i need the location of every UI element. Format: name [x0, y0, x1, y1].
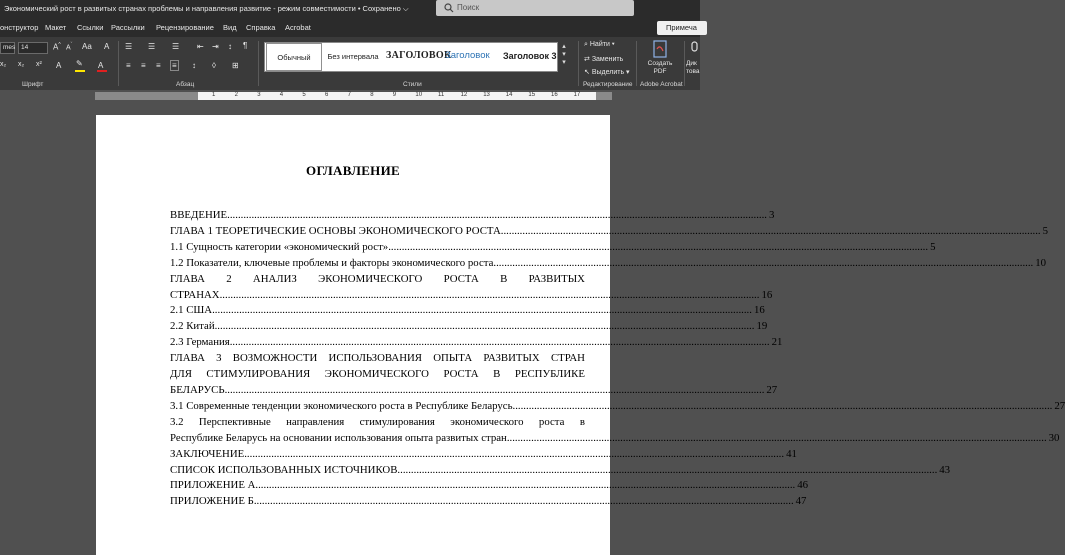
toc-page-number: 27 — [766, 383, 778, 396]
find-label: Найти — [589, 41, 610, 48]
bullets-icon[interactable]: ☰ — [125, 42, 133, 51]
toc-page-number: 19 — [756, 320, 768, 333]
toc-entry-text: ПРИЛОЖЕНИЕ А — [170, 479, 256, 492]
toc-leader-dots — [501, 224, 1041, 240]
microphone-icon[interactable] — [689, 41, 699, 57]
ruler-number: 2 — [234, 92, 238, 98]
select-icon: ↖ — [584, 69, 592, 76]
toc-leader-dots — [244, 447, 784, 463]
create-pdf-icon[interactable] — [652, 40, 668, 58]
toc-leader-dots — [397, 463, 937, 479]
find-icon: ⌕ — [584, 41, 590, 48]
ruler-number: 13 — [483, 92, 490, 98]
ruler-number: 16 — [551, 92, 558, 98]
toc-entry-text: Республике Беларусь на основании использования опыта развитых стран — [170, 431, 507, 444]
toc-entry-text: СТРАНАХ — [170, 288, 220, 301]
ruler-right-margin — [596, 92, 612, 100]
select-button[interactable]: ↖ Выделить ▾ — [584, 69, 630, 76]
table-of-contents — [170, 208, 1065, 510]
font-name-box[interactable]: mes — [0, 42, 15, 54]
grow-font-icon[interactable]: A^ — [53, 42, 61, 52]
clear-format-icon[interactable]: A — [104, 42, 110, 51]
style-heading2[interactable]: Заголовок — [445, 50, 490, 61]
toc-leader-dots — [513, 399, 1053, 415]
toc-page-number: 21 — [771, 336, 783, 349]
toc-wrapped-line[interactable]: ДЛЯ СТИМУЛИРОВАНИЯ ЭКОНОМИЧЕСКОГО РОСТА В РЕСПУБЛИКЕ — [170, 368, 585, 381]
window-title[interactable]: Экономический рост в развитых странах проблемы и направления развитие - режим совместимости • Сохранено ⌵ — [4, 4, 409, 13]
toc-entry-text: СПИСОК ИСПОЛЬЗОВАННЫХ ИСТОЧНИКОВ — [170, 463, 398, 476]
ruler-number: 14 — [505, 92, 513, 98]
toc-leader-dots — [220, 288, 760, 304]
toc-entry[interactable] — [170, 447, 797, 463]
ruler-number: 1 — [212, 92, 216, 98]
editing-group-label: Редактирование — [583, 81, 633, 88]
justify-icon[interactable]: ≡ — [172, 61, 177, 70]
toc-leader-dots — [212, 303, 752, 319]
align-right-icon[interactable]: ≡ — [156, 61, 161, 70]
toc-entry-text: 2.3 Германия — [170, 336, 230, 349]
dictate-label-1: Дик — [686, 60, 697, 67]
toc-wrapped-line[interactable]: 3.2 Перспективные направления стимулирования экономического роста в — [170, 415, 585, 428]
decrease-indent-icon[interactable]: ⇤ — [197, 42, 204, 51]
tab-view[interactable]: Вид — [223, 23, 237, 32]
change-case-icon[interactable]: Aa — [82, 42, 92, 51]
ribbon-tabs — [0, 18, 700, 37]
toc-entry[interactable] — [170, 494, 807, 510]
ruler-number: 3 — [257, 92, 261, 98]
ruler-number: 7 — [347, 92, 351, 98]
title-bar — [0, 0, 700, 18]
dictate-button[interactable] — [686, 60, 700, 76]
font-color-bar — [97, 70, 107, 72]
numbering-icon[interactable]: ☰ — [148, 42, 156, 51]
divider — [684, 41, 685, 86]
ruler-number: 9 — [392, 92, 397, 98]
tab-references[interactable]: Ссылки — [77, 23, 104, 32]
toc-leader-dots — [225, 383, 765, 399]
line-spacing-icon[interactable]: ↕ — [192, 61, 196, 70]
toc-page-number: 5 — [930, 240, 936, 253]
create-pdf-label-1: Создать — [647, 60, 673, 67]
ruler-number: 8 — [370, 92, 374, 98]
divider — [636, 41, 637, 86]
tab-design[interactable]: онструктор — [0, 23, 39, 32]
toc-leader-dots — [215, 319, 755, 335]
style-no-spacing[interactable]: Без интервала — [327, 52, 379, 61]
toc-entry-text: 2.1 США — [170, 304, 213, 317]
ruler-left-margin — [95, 92, 198, 100]
toc-title: ОГЛАВЛЕНИЕ — [306, 163, 400, 178]
font-color-icon[interactable]: A — [98, 61, 104, 70]
styles-gallery — [264, 42, 558, 72]
styles-group-label: Стили — [403, 81, 422, 88]
tab-acrobat[interactable]: Acrobat — [285, 23, 311, 32]
create-pdf-label-2: PDF — [653, 68, 667, 75]
toc-entry-text: 1.1 Сущность категории «экономический рост» — [170, 240, 389, 253]
style-heading1[interactable]: ЗАГОЛОВОК — [386, 50, 452, 61]
create-pdf-button[interactable] — [642, 60, 678, 76]
toc-leader-dots — [230, 335, 770, 351]
document-page[interactable] — [96, 115, 1065, 555]
highlight-icon[interactable]: ✎ — [76, 59, 83, 68]
style-normal[interactable]: Обычный — [266, 43, 322, 71]
toc-entry-text: 2.2 Китай — [170, 320, 215, 333]
toc-entry-text: ГЛАВА 1 ТЕОРЕТИЧЕСКИЕ ОСНОВЫ ЭКОНОМИЧЕСКОГО РОСТА — [170, 224, 501, 237]
tab-help[interactable]: Справка — [246, 23, 276, 32]
toc-page-number: 16 — [761, 288, 773, 301]
toc-entry[interactable] — [170, 303, 765, 319]
toc-entry[interactable] — [170, 399, 1065, 415]
font-size-box[interactable]: 14 — [18, 42, 48, 54]
acrobat-group-label: Adobe Acrobat — [640, 81, 683, 88]
ribbon — [0, 37, 700, 90]
align-left-icon[interactable]: ≡ — [126, 61, 131, 70]
shading-icon[interactable]: ◊ — [212, 61, 216, 70]
replace-button[interactable] — [584, 55, 623, 63]
toc-leader-dots — [254, 494, 794, 510]
toc-entry[interactable] — [170, 224, 1049, 240]
toc-entry[interactable] — [170, 383, 778, 399]
borders-icon[interactable]: ⊞ — [232, 61, 239, 70]
toc-page-number: 10 — [1035, 256, 1047, 269]
toc-entry[interactable] — [170, 319, 768, 335]
ruler-number: 4 — [279, 92, 284, 98]
tab-layout[interactable]: Макет — [45, 23, 67, 32]
search-placeholder: Поиск — [457, 3, 480, 12]
tab-mailings[interactable]: Рассылки — [111, 23, 145, 32]
toc-entry[interactable] — [170, 463, 951, 479]
toc-entry-text: БЕЛАРУСЬ — [170, 383, 225, 396]
shrink-font-icon[interactable]: $A^ˇ$ — [66, 42, 73, 52]
notes-button[interactable]: Примеча — [657, 21, 707, 35]
toc-entry[interactable] — [170, 288, 773, 304]
align-center-icon[interactable]: ≡ — [141, 61, 146, 70]
font-group-label: Шрифт — [22, 81, 44, 88]
multilevel-list-icon[interactable]: ☰ — [172, 42, 180, 51]
divider — [258, 41, 259, 86]
toc-entry-text: 3.1 Современные тенденции экономического роста в Республике Беларусь — [170, 399, 513, 412]
toc-entry[interactable] — [170, 431, 1060, 447]
styles-more-icon[interactable]: ▴ ▾ ▾ — [558, 42, 570, 72]
ruler-number: 5 — [302, 92, 306, 98]
replace-label: Заменить — [591, 56, 624, 63]
toc-entry[interactable] — [170, 208, 775, 224]
toc-entry-text: ВВЕДЕНИЕ — [170, 209, 228, 221]
toc-entry-text: 1.2 Показатели, ключевые проблемы и факторы экономического роста — [170, 256, 494, 269]
toc-page-number: 46 — [797, 479, 809, 492]
toc-entry-text: ПРИЛОЖЕНИЕ Б — [170, 495, 254, 508]
ruler-number: 17 — [573, 92, 581, 98]
horizontal-ruler[interactable] — [0, 90, 700, 102]
toc-entry[interactable] — [170, 256, 1047, 272]
toc-wrapped-line[interactable]: ГЛАВА 3 ВОЗМОЖНОСТИ ИСПОЛЬЗОВАНИЯ ОПЫТА РАЗВИТЫХ СТРАН — [170, 352, 585, 365]
subscript-icon[interactable]: x₂ — [0, 61, 7, 68]
toc-leader-dots — [388, 240, 928, 256]
tab-review[interactable]: Рецензирование — [156, 23, 214, 32]
toc-page-number: 30 — [1048, 431, 1060, 444]
find-button[interactable]: ⌕ Найти ▾ — [584, 41, 615, 48]
toc-leader-dots — [507, 431, 1047, 447]
toc-entry-text: ЗАКЛЮЧЕНИЕ — [170, 447, 245, 460]
divider — [578, 41, 579, 86]
superscript-icon[interactable]: x² — [36, 61, 42, 68]
toc-page-number: 47 — [795, 495, 807, 508]
search-box[interactable] — [436, 0, 634, 16]
ruler-number: 15 — [528, 92, 536, 98]
subscript-alt-icon[interactable]: x₂ — [18, 61, 25, 68]
style-heading3[interactable]: Заголовок 3 — [503, 51, 557, 61]
ruler-number: 6 — [325, 92, 329, 98]
toc-entry[interactable] — [170, 478, 809, 494]
replace-icon: ⇄ — [584, 56, 592, 63]
toc-page-number: 27 — [1054, 399, 1065, 412]
paragraph-group-label: Абзац — [176, 81, 195, 88]
toc-page-number: 41 — [786, 447, 797, 460]
toc-page-number: 16 — [753, 304, 765, 317]
toc-wrapped-line[interactable]: ГЛАВА 2 АНАЛИЗ ЭКОНОМИЧЕСКОГО РОСТА В РАЗВИТЫХ — [170, 272, 585, 285]
ruler-number: 11 — [438, 92, 445, 98]
text-effects-icon[interactable]: A — [56, 61, 62, 70]
toc-page-number: 5 — [1042, 224, 1049, 237]
highlight-color-bar — [75, 70, 85, 72]
toc-leader-dots — [227, 208, 767, 224]
toc-page-number: 43 — [939, 463, 951, 476]
select-label: Выделить — [591, 69, 625, 76]
ruler-number: 10 — [415, 92, 423, 98]
toc-leader-dots — [493, 256, 1033, 272]
ruler-number: 12 — [460, 92, 468, 98]
increase-indent-icon[interactable]: ⇥ — [212, 42, 219, 51]
toc-page-number: 3 — [769, 209, 775, 221]
toc-entry[interactable] — [170, 335, 783, 351]
toc-entry[interactable] — [170, 240, 936, 256]
search-icon — [444, 3, 454, 13]
divider — [118, 41, 119, 86]
sort-icon[interactable]: ↕ — [228, 42, 232, 51]
toc-leader-dots — [255, 478, 795, 494]
dictate-label-2: това — [686, 68, 700, 75]
pilcrow-icon[interactable]: ¶ — [243, 41, 248, 50]
